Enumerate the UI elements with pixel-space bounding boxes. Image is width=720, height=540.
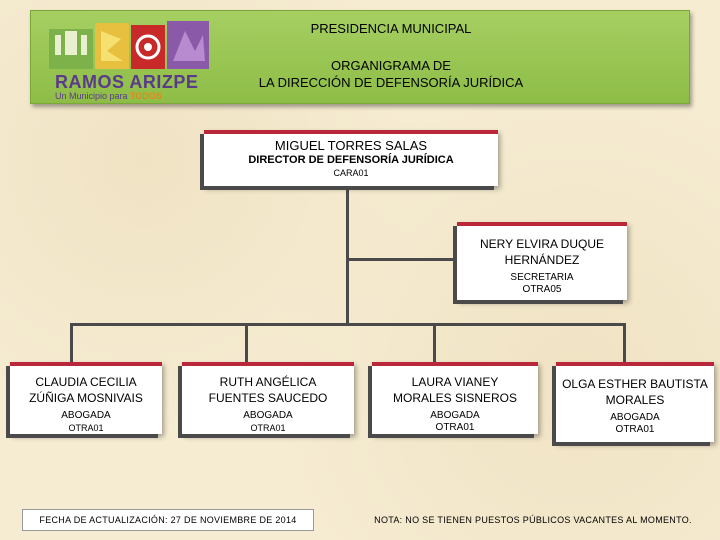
staff-name-line-2: ZÚÑIGA MOSNIVAIS [29, 391, 143, 405]
connector-staff-4 [623, 323, 626, 363]
vacancy-note: NOTA: NO SE TIENEN PUESTOS PÚBLICOS VACANTES AL MOMENTO. [374, 515, 692, 525]
staff-code: OTRA01 [68, 423, 104, 433]
staff-role: ABOGADA [610, 412, 660, 423]
staff-role: ABOGADA [243, 410, 293, 421]
secretary-role: SECRETARIA [510, 272, 574, 283]
secretary-name-line-1: NERY ELVIRA DUQUE [479, 237, 605, 251]
connector-secretary [349, 258, 455, 261]
staff-code: OTRA01 [615, 424, 655, 435]
director-role: DIRECTOR DE DEFENSORÍA JURÍDICA [248, 154, 454, 166]
staff-name-line-2: MORALES [605, 393, 665, 407]
staff-box-3 [372, 362, 538, 434]
staff-name-line-1: RUTH ANGÉLICA [219, 375, 317, 389]
ramos-arizpe-logo [49, 21, 214, 101]
director-box [204, 130, 498, 186]
director-code: CARA01 [333, 168, 369, 178]
logo-emblem [49, 21, 214, 73]
page-subtitle [211, 57, 571, 91]
subtitle-line-2: LA DIRECCIÓN DE DEFENSORÍA JURÍDICA [258, 75, 524, 90]
connector-staff-1 [70, 323, 73, 363]
secretary-code: OTRA05 [522, 284, 562, 295]
secretary-box [457, 222, 627, 300]
connector-horizontal [70, 323, 626, 326]
header-banner [30, 10, 690, 104]
connector-staff-2 [245, 323, 248, 363]
staff-box-2 [182, 362, 354, 434]
update-date-note: FECHA DE ACTUALIZACIÓN: 27 DE NOVIEMBRE DE 2014 [22, 509, 314, 531]
secretary-name-line-2: HERNÁNDEZ [504, 253, 580, 267]
staff-code: OTRA01 [435, 422, 475, 433]
staff-name-line-1: LAURA VIANEY [411, 375, 499, 389]
staff-box-1 [10, 362, 162, 434]
page-title: PRESIDENCIA MUNICIPAL [310, 21, 472, 36]
subtitle-line-1: ORGANIGRAMA DE [331, 58, 451, 73]
staff-name-line-2: MORALES SISNEROS [392, 391, 518, 405]
staff-name-line-1: OLGA ESTHER BAUTISTA [562, 377, 708, 391]
logo-tagline: Un Municipio para TODOS [55, 91, 162, 101]
connector-trunk [346, 183, 349, 325]
staff-role: ABOGADA [61, 410, 111, 421]
staff-role: ABOGADA [430, 410, 480, 421]
staff-name-line-2: FUENTES SAUCEDO [208, 391, 328, 405]
logo-wordmark: RAMOS ARIZPE [55, 72, 199, 92]
staff-code: OTRA01 [250, 423, 286, 433]
staff-box-4 [556, 362, 714, 442]
staff-name-line-1: CLAUDIA CECILIA [35, 375, 137, 389]
connector-staff-3 [433, 323, 436, 363]
director-name: MIGUEL TORRES SALAS [274, 138, 428, 153]
